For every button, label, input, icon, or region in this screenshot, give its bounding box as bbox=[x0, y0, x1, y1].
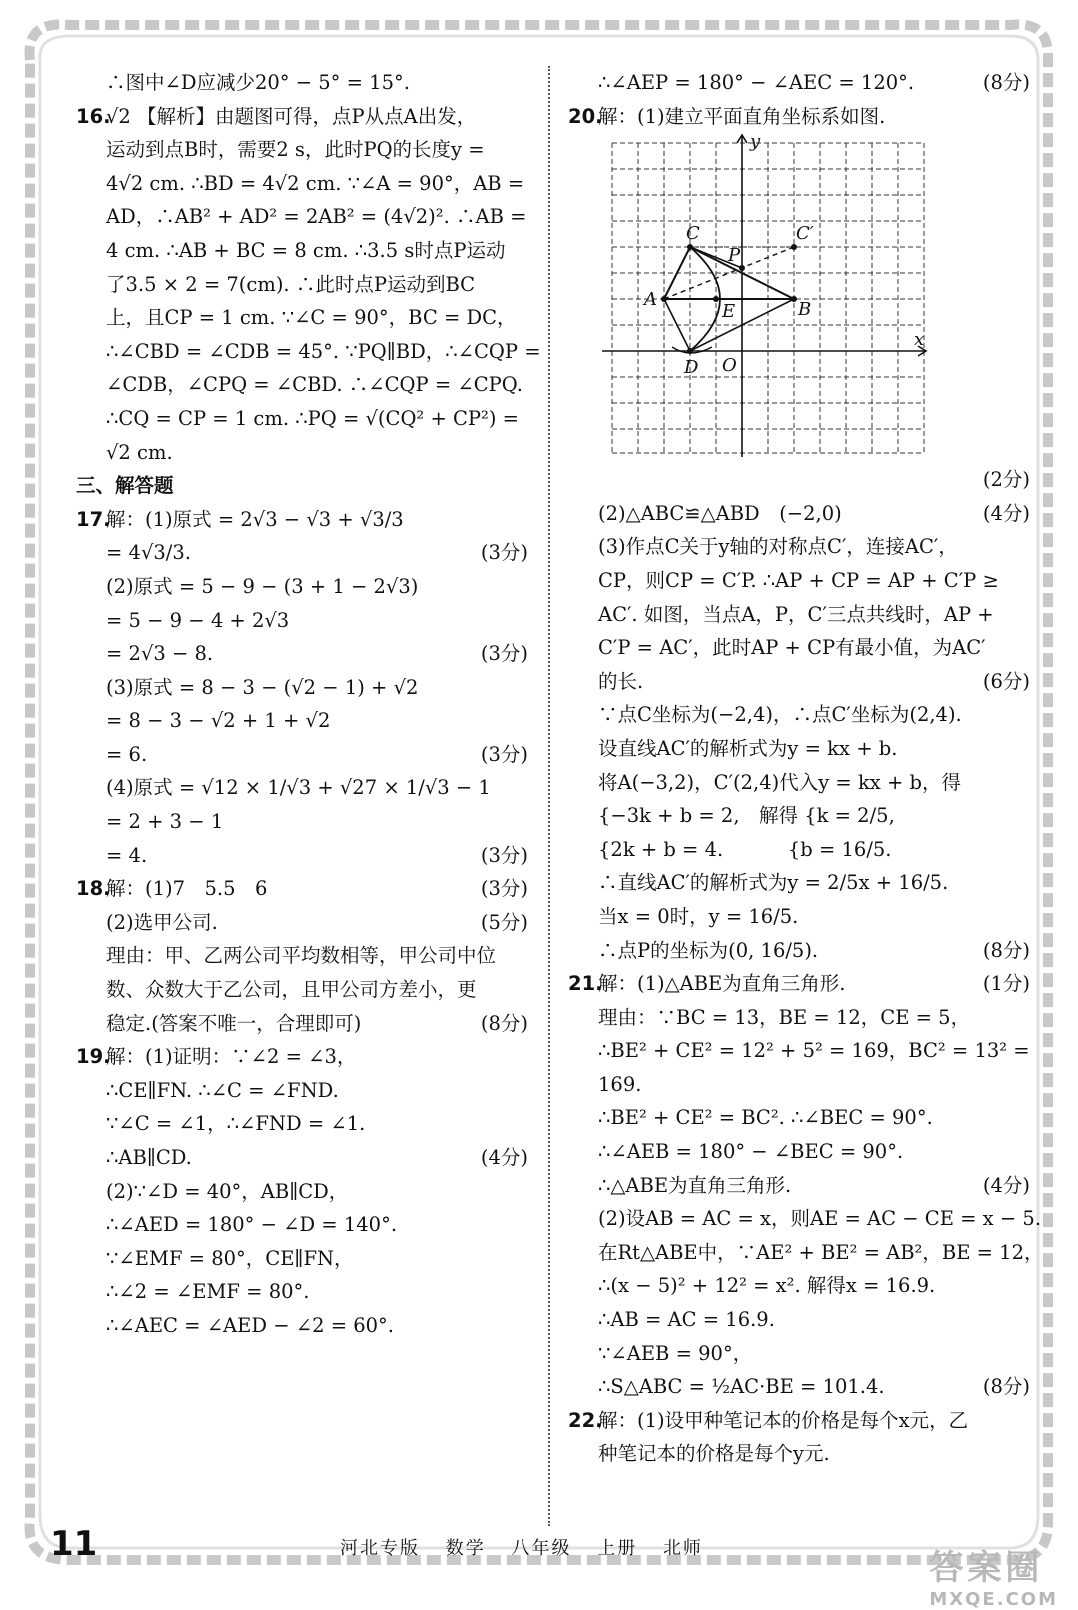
line-text bbox=[106, 671, 418, 705]
line-content: 解：(1)证明：∵∠2 = ∠3， bbox=[106, 1045, 357, 1069]
line-content: ∴AB = AC = 16.9. bbox=[598, 1308, 775, 1332]
line-content: C′P = AC′，此时AP + CP有最小值，为AC′ bbox=[598, 636, 986, 660]
line-text bbox=[106, 536, 191, 570]
text-line bbox=[76, 973, 528, 1007]
line-text bbox=[106, 704, 330, 738]
footer-grade: 八年级 bbox=[511, 1538, 572, 1559]
line-text bbox=[598, 1269, 935, 1303]
page-number: 11 bbox=[50, 1524, 98, 1564]
line-text bbox=[106, 1107, 365, 1141]
line-content: 上，且CP = 1 cm. ∵∠C = 90°，BC = DC， bbox=[106, 306, 517, 330]
text-line bbox=[568, 1034, 1030, 1068]
line-content: 在Rt△ABE中，∵AE² + BE² = AB²，BE = 12， bbox=[598, 1240, 1044, 1264]
score-note: (4分) bbox=[982, 1173, 1030, 1197]
footer-info bbox=[340, 1534, 721, 1560]
line-content: 解：(1)原式 = 2√3 − √3 + √3/3 bbox=[106, 507, 404, 531]
text-line bbox=[76, 66, 528, 100]
label-c-prime: C′ bbox=[796, 223, 814, 245]
line-text bbox=[76, 872, 268, 906]
line-text bbox=[598, 1135, 903, 1169]
line-text bbox=[598, 833, 892, 867]
question-number: 18. bbox=[76, 877, 111, 901]
text-line bbox=[568, 1337, 1030, 1371]
point-c-prime bbox=[791, 244, 797, 250]
text-line bbox=[76, 839, 528, 873]
footer-volume: 上册 bbox=[597, 1538, 638, 1559]
line-text bbox=[598, 564, 999, 598]
line-content: ∴∠AEB = 180° − ∠BEC = 90°. bbox=[598, 1140, 904, 1164]
footer bbox=[40, 1524, 1038, 1580]
line-content: 理由：甲、乙两公司平均数相等，甲公司中位 bbox=[106, 944, 497, 968]
section-heading: 三、解答题 bbox=[76, 474, 174, 498]
line-text bbox=[598, 1437, 830, 1471]
left-column bbox=[76, 66, 541, 1343]
line-content: 了3.5 × 2 = 7(cm). ∴此时点P运动到BC bbox=[106, 272, 476, 296]
score-note: (8分) bbox=[982, 938, 1030, 962]
line-content: ∴∠AEP = 180° − ∠AEC = 120°. bbox=[598, 71, 915, 94]
line-content: 4 cm. ∴AB + BC = 8 cm. ∴3.5 s时点P运动 bbox=[106, 238, 506, 262]
line-content: √2 【解析】由题图可得，点P从点A出发， bbox=[106, 104, 477, 128]
line-content: 将A(−3,2)，C′(2,4)代入y = kx + b，得 bbox=[598, 770, 962, 794]
question-number: 17. bbox=[76, 507, 111, 531]
question-number: 22. bbox=[568, 1408, 603, 1432]
score-note: (3分) bbox=[480, 843, 528, 867]
label-p: P bbox=[728, 245, 741, 267]
question-number: 16. bbox=[76, 104, 111, 128]
line-text bbox=[106, 771, 491, 805]
line-content: = 4√3/3. bbox=[106, 541, 191, 565]
line-content: 的长. bbox=[598, 669, 644, 693]
text-line bbox=[568, 833, 1030, 867]
line-content: ∴∠AED = 180° − ∠D = 140°. bbox=[106, 1213, 398, 1237]
text-line bbox=[76, 1074, 528, 1108]
text-line bbox=[76, 1242, 528, 1276]
line-content: {−3k + b = 2, 解得 {k = 2/5, bbox=[598, 804, 895, 828]
line-content: 解：(1)建立平面直角坐标系如图. bbox=[598, 104, 886, 128]
coordinate-figure bbox=[568, 133, 1030, 463]
text-line bbox=[568, 766, 1030, 800]
line-content: (2)选甲公司. bbox=[106, 910, 218, 934]
score-note: (8分) bbox=[982, 1375, 1030, 1399]
question-number: 20. bbox=[568, 104, 603, 128]
text-line bbox=[76, 200, 528, 234]
column-divider bbox=[548, 66, 550, 1526]
line-text bbox=[106, 234, 505, 268]
line-content: (4)原式 = √12 × 1/√3 + √27 × 1/√3 − 1 bbox=[106, 776, 491, 800]
line-text bbox=[598, 1101, 933, 1135]
line-text bbox=[106, 1309, 394, 1343]
text-line bbox=[568, 598, 1030, 632]
line-text bbox=[568, 100, 886, 134]
line-content: = 5 − 9 − 4 + 2√3 bbox=[106, 608, 290, 632]
line-text bbox=[598, 66, 914, 100]
line-content: ∴图中∠D应减少20° − 5° = 15°. bbox=[106, 71, 410, 94]
score-note: (4分) bbox=[982, 501, 1030, 525]
line-text bbox=[598, 1001, 970, 1035]
score-note: (3分) bbox=[480, 642, 528, 666]
line-text bbox=[106, 301, 517, 335]
text-line bbox=[76, 906, 528, 940]
line-text bbox=[106, 1074, 339, 1108]
line-text bbox=[106, 200, 526, 234]
line-content: = 6. bbox=[106, 742, 148, 766]
line-content: ∴∠2 = ∠EMF = 80°. bbox=[106, 1280, 310, 1304]
line-text bbox=[106, 604, 289, 638]
line-content: ∵∠AEB = 90°， bbox=[598, 1341, 753, 1365]
line-content: 种笔记本的价格是每个y元. bbox=[598, 1442, 830, 1466]
line-text bbox=[598, 934, 818, 968]
label-e: E bbox=[722, 301, 736, 323]
text-line bbox=[568, 530, 1030, 564]
score-note: (3分) bbox=[480, 877, 528, 901]
text-line bbox=[568, 665, 1030, 699]
text-line bbox=[76, 234, 528, 268]
line-content: ∴直线AC′的解析式为y = 2/5x + 16/5. bbox=[598, 871, 949, 895]
line-text bbox=[598, 598, 994, 632]
line-text bbox=[598, 497, 842, 531]
line-content: 理由：∵BC = 13，BE = 12，CE = 5， bbox=[598, 1005, 971, 1029]
line-text bbox=[598, 900, 798, 934]
text-line bbox=[76, 570, 528, 604]
line-content: = 8 − 3 − √2 + 1 + √2 bbox=[106, 709, 331, 733]
question-number: 21. bbox=[568, 972, 603, 996]
line-content: = 2√3 − 8. bbox=[106, 642, 214, 666]
line-content: 数、众数大于乙公司，且甲公司方差小，更 bbox=[106, 978, 477, 1002]
line-content: ∴∠CBD = ∠CDB = 45°. ∵PQ∥BD，∴∠CQP = bbox=[106, 339, 541, 363]
line-text bbox=[106, 368, 523, 402]
line-text bbox=[106, 1208, 397, 1242]
line-text bbox=[76, 100, 477, 134]
line-content: ∴CE∥FN. ∴∠C = ∠FND. bbox=[106, 1078, 339, 1102]
line-text bbox=[106, 839, 147, 873]
score-note: (5分) bbox=[480, 910, 528, 934]
line-text bbox=[598, 1303, 775, 1337]
text-line bbox=[568, 1370, 1030, 1404]
right-column bbox=[568, 66, 1044, 1471]
line-content: 稳定.(答案不唯一，合理即可) bbox=[106, 1011, 362, 1035]
line-content: = 2 + 3 − 1 bbox=[106, 810, 224, 834]
text-line bbox=[76, 536, 528, 570]
footer-subject: 数学 bbox=[445, 1538, 486, 1559]
line-text bbox=[106, 973, 477, 1007]
text-line bbox=[568, 564, 1030, 598]
line-content: ∴△ABE为直角三角形. bbox=[598, 1173, 792, 1197]
text-line bbox=[76, 738, 528, 772]
line-text bbox=[106, 268, 475, 302]
text-line bbox=[76, 1275, 528, 1309]
line-text bbox=[598, 799, 895, 833]
line-content: {2k + b = 4. {b = 16/5. bbox=[598, 837, 892, 861]
label-y: y bbox=[750, 133, 761, 153]
text-line bbox=[568, 1101, 1030, 1135]
line-content: CP，则CP = C′P. ∴AP + CP = AP + C′P ≥ bbox=[598, 568, 999, 592]
line-content: ∴AB∥CD. bbox=[106, 1146, 192, 1169]
line-content: ∴S△ABC = ½AC·BE = 101.4. bbox=[598, 1375, 885, 1399]
text-line bbox=[76, 503, 528, 537]
point-c bbox=[687, 244, 693, 250]
watermark-logo: 答案圈 bbox=[929, 1548, 1044, 1588]
text-line bbox=[568, 497, 1030, 531]
line-text bbox=[598, 1034, 1030, 1068]
line-content: AD，∴AB² + AD² = 2AB² = (4√2)². ∴AB = bbox=[106, 205, 527, 229]
line-text bbox=[598, 1337, 752, 1371]
text-line bbox=[76, 368, 528, 402]
text-line bbox=[76, 1107, 528, 1141]
text-line bbox=[76, 133, 528, 167]
line-content: (2)△ABC≌△ABD (−2,0) bbox=[598, 501, 842, 525]
line-content: ∴(x − 5)² + 12² = x². 解得x = 16.9. bbox=[598, 1274, 936, 1298]
line-text bbox=[76, 1040, 357, 1074]
line-text bbox=[106, 402, 519, 436]
point-d bbox=[687, 348, 693, 354]
line-text bbox=[598, 530, 958, 564]
label-o: O bbox=[722, 355, 737, 377]
score-note: (3分) bbox=[480, 541, 528, 565]
line-content: (2)∵∠D = 40°，AB∥CD， bbox=[106, 1179, 349, 1203]
text-line bbox=[76, 402, 528, 436]
line-text bbox=[76, 503, 404, 537]
text-line bbox=[76, 604, 528, 638]
line-text bbox=[106, 570, 418, 604]
label-b: B bbox=[798, 299, 812, 321]
text-line bbox=[568, 732, 1030, 766]
text-line bbox=[568, 900, 1030, 934]
line-content: ∴BE² + CE² = 12² + 5² = 169，BC² = 13² = bbox=[598, 1039, 1030, 1063]
text-line bbox=[76, 1040, 528, 1074]
line-content: ∴∠AEC = ∠AED − ∠2 = 60°. bbox=[106, 1313, 394, 1337]
line-content: 运动到点B时，需要2 s，此时PQ的长度y = bbox=[106, 138, 485, 162]
line-text bbox=[106, 436, 173, 470]
line-text bbox=[106, 1141, 192, 1175]
line-content: ∵点C坐标为(−2,4)，∴点C′坐标为(2,4). bbox=[598, 703, 962, 727]
label-c: C bbox=[686, 223, 700, 245]
score-note: (6分) bbox=[982, 669, 1030, 693]
line-content: 解：(1)设甲种笔记本的价格是每个x元，乙 bbox=[598, 1408, 969, 1432]
line-text bbox=[106, 133, 485, 167]
label-d: D bbox=[684, 357, 699, 379]
score-note: (3分) bbox=[480, 742, 528, 766]
line-content: ∵∠C = ∠1，∴∠FND = ∠1. bbox=[106, 1112, 366, 1136]
text-line bbox=[568, 866, 1030, 900]
line-text bbox=[106, 335, 541, 369]
point-b bbox=[791, 296, 797, 302]
text-line bbox=[568, 1169, 1030, 1203]
text-line bbox=[76, 100, 528, 134]
text-line bbox=[76, 637, 528, 671]
text-line bbox=[76, 1175, 528, 1209]
score-note: (1分) bbox=[982, 972, 1030, 996]
text-line bbox=[76, 301, 528, 335]
text-line bbox=[76, 1309, 528, 1343]
text-line bbox=[76, 167, 528, 201]
line-text bbox=[598, 698, 962, 732]
text-line bbox=[76, 704, 528, 738]
text-line bbox=[568, 1269, 1030, 1303]
line-content: 设直线AC′的解析式为y = kx + b. bbox=[598, 736, 898, 760]
line-content: 解：(1)7 5.5 6 bbox=[106, 877, 268, 901]
text-line bbox=[76, 671, 528, 705]
line-text bbox=[598, 1068, 641, 1102]
line-text bbox=[106, 738, 147, 772]
line-text bbox=[598, 665, 643, 699]
line-text bbox=[598, 866, 948, 900]
line-text bbox=[598, 766, 961, 800]
point-a bbox=[661, 296, 667, 302]
text-line bbox=[568, 100, 1030, 134]
text-line bbox=[76, 268, 528, 302]
line-content: (2)原式 = 5 − 9 − (3 + 1 − 2√3) bbox=[106, 574, 419, 598]
line-text bbox=[598, 1169, 791, 1203]
line-content: ∠CDB，∠CPQ = ∠CBD. ∴∠CQP = ∠CPQ. bbox=[106, 373, 523, 397]
footer-edition: 河北专版 bbox=[340, 1538, 420, 1559]
text-line bbox=[568, 66, 1030, 100]
line-content: (2)设AB = AC = x，则AE = AC − CE = x − 5. bbox=[598, 1207, 1042, 1231]
text-line bbox=[76, 436, 528, 470]
line-content: ∴CQ = CP = 1 cm. ∴PQ = √(CQ² + CP²) = bbox=[106, 406, 519, 430]
line-text bbox=[106, 167, 524, 201]
score-note: (2分) bbox=[982, 468, 1030, 492]
text-line bbox=[76, 872, 528, 906]
line-text bbox=[568, 1404, 969, 1438]
text-line bbox=[568, 1437, 1030, 1471]
line-content: 当x = 0时，y = 16/5. bbox=[598, 904, 799, 928]
score-note: (8分) bbox=[982, 71, 1030, 94]
score-note: (4分) bbox=[480, 1146, 528, 1169]
text-line bbox=[568, 631, 1030, 665]
line-text bbox=[598, 1202, 1041, 1236]
text-line bbox=[568, 1202, 1042, 1236]
line-text bbox=[106, 939, 496, 973]
line-content: 解：(1)△ABE为直角三角形. bbox=[598, 972, 846, 996]
line-text bbox=[106, 906, 218, 940]
line-content: 4√2 cm. ∴BD = 4√2 cm. ∵∠A = 90°，AB = bbox=[106, 171, 525, 195]
text-line bbox=[568, 1068, 1030, 1102]
line-text bbox=[106, 1007, 361, 1041]
line-content: 169. bbox=[598, 1072, 642, 1096]
text-line bbox=[568, 934, 1030, 968]
question-number: 19. bbox=[76, 1045, 111, 1069]
text-line bbox=[568, 1001, 1030, 1035]
line-text bbox=[568, 967, 846, 1001]
text-line bbox=[76, 1208, 528, 1242]
text-line bbox=[568, 1303, 1030, 1337]
line-content: √2 cm. bbox=[106, 440, 173, 464]
watermark-url: MXQE.COM bbox=[929, 1589, 1058, 1610]
label-a: A bbox=[644, 289, 657, 311]
footer-publisher: 北师 bbox=[662, 1538, 703, 1559]
point-e bbox=[713, 296, 719, 302]
text-line bbox=[76, 1007, 528, 1041]
line-text bbox=[106, 637, 213, 671]
line-content: (3)原式 = 8 − 3 − (√2 − 1) + √2 bbox=[106, 675, 419, 699]
line-text bbox=[106, 805, 223, 839]
text-line bbox=[568, 967, 1030, 1001]
line-text bbox=[598, 1236, 1044, 1270]
line-content: AC′. 如图，当点A，P，C′三点共线时，AP + bbox=[598, 602, 994, 626]
line-text bbox=[106, 1275, 309, 1309]
text-line bbox=[76, 939, 528, 973]
label-x: x bbox=[914, 329, 925, 351]
coordinate-grid-svg bbox=[598, 133, 928, 463]
score-note: (8分) bbox=[480, 1011, 528, 1035]
line-text bbox=[106, 1242, 354, 1276]
text-line bbox=[76, 805, 528, 839]
text-line bbox=[76, 335, 541, 369]
line-text bbox=[106, 66, 410, 100]
line-text bbox=[598, 1370, 885, 1404]
line-text bbox=[106, 1175, 348, 1209]
line-content: = 4. bbox=[106, 843, 148, 867]
line-text bbox=[598, 631, 986, 665]
text-line bbox=[76, 1141, 528, 1175]
line-content: ∴点P的坐标为(0, 16/5). bbox=[598, 938, 819, 962]
text-line bbox=[568, 1404, 1030, 1438]
line-content: (3)作点C关于y轴的对称点C′，连接AC′， bbox=[598, 535, 958, 559]
line-content: ∴BE² + CE² = BC². ∴∠BEC = 90°. bbox=[598, 1106, 933, 1130]
text-line bbox=[568, 1135, 1030, 1169]
text-line bbox=[568, 698, 1030, 732]
text-line bbox=[568, 799, 1030, 833]
text-line bbox=[568, 1236, 1044, 1270]
line-content: ∵∠EMF = 80°，CE∥FN， bbox=[106, 1246, 354, 1270]
text-line bbox=[76, 771, 528, 805]
line-text bbox=[598, 732, 897, 766]
text-line bbox=[568, 463, 1030, 497]
